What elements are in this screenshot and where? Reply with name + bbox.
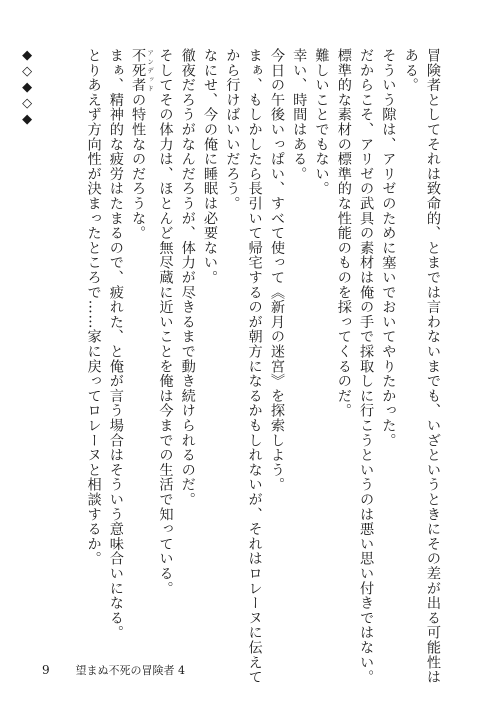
book-title: 望まぬ不死の冒険者 4 [75, 664, 185, 677]
undead-reading: アンデッド [146, 48, 155, 93]
page-number: 9 [42, 663, 50, 677]
text-line: 難しいことでもない。 [313, 48, 330, 196]
text-line: 今日の午後いっぱい、すべて使って《新月の迷宮》を探索しよう。 [268, 48, 285, 492]
undead-base: 不死者 [130, 48, 147, 93]
text-line: なにせ、今の俺に睡眠は必要ない。 [202, 48, 219, 285]
text-line: だからこそ、アリゼの武具の素材は俺の手で採取しに行こうというのは悪い思い付きではない。 [358, 48, 375, 685]
text-line: まぁ、精神的な疲労はたまるので、疲れた、と俺が言う場合はそういう意味合いになる。 [107, 48, 124, 640]
page-footer [42, 662, 185, 678]
text-line: そういう隙は、アリゼのために塞いでおいてやりたかった。 [380, 48, 397, 448]
text-line: 冒険者としてそれは致命的、とまでは言わないまでも、いざというときにその差が出る可能性は [425, 48, 441, 685]
blank-line [60, 48, 82, 660]
text-line: 徹夜だろうがなんだろうが、体力が尽きるまで動き続けられるのだ。 [179, 48, 196, 507]
text-line: まぁ、もしかしたら長引いて帰宅するのが朝方になるかもしれないが、それはロレーヌに伝えて [246, 48, 263, 685]
text-line-undead [127, 48, 154, 660]
text-line: 標準的な素材の標準的な性能のものを採ってくるのだ。 [335, 48, 352, 418]
section-break-ornament: ◆◇◆◇◆ [19, 48, 35, 128]
text-line: から行けばいいだろう。 [224, 48, 241, 211]
undead-ruby [130, 48, 155, 93]
text-line: とりあえず方向性が決まったところで……家に戻ってロレーヌと相談するか。 [85, 48, 102, 566]
blank-line [38, 48, 60, 660]
text-line: ある。 [402, 48, 419, 93]
undead-rest: の特性なのだろうな。 [130, 92, 147, 241]
text-line: 幸い、時間はある。 [291, 48, 308, 182]
text-line: そしてその体力は、ほとんど無尽蔵に近いことを俺は今までの生活で知っている。 [157, 48, 174, 596]
